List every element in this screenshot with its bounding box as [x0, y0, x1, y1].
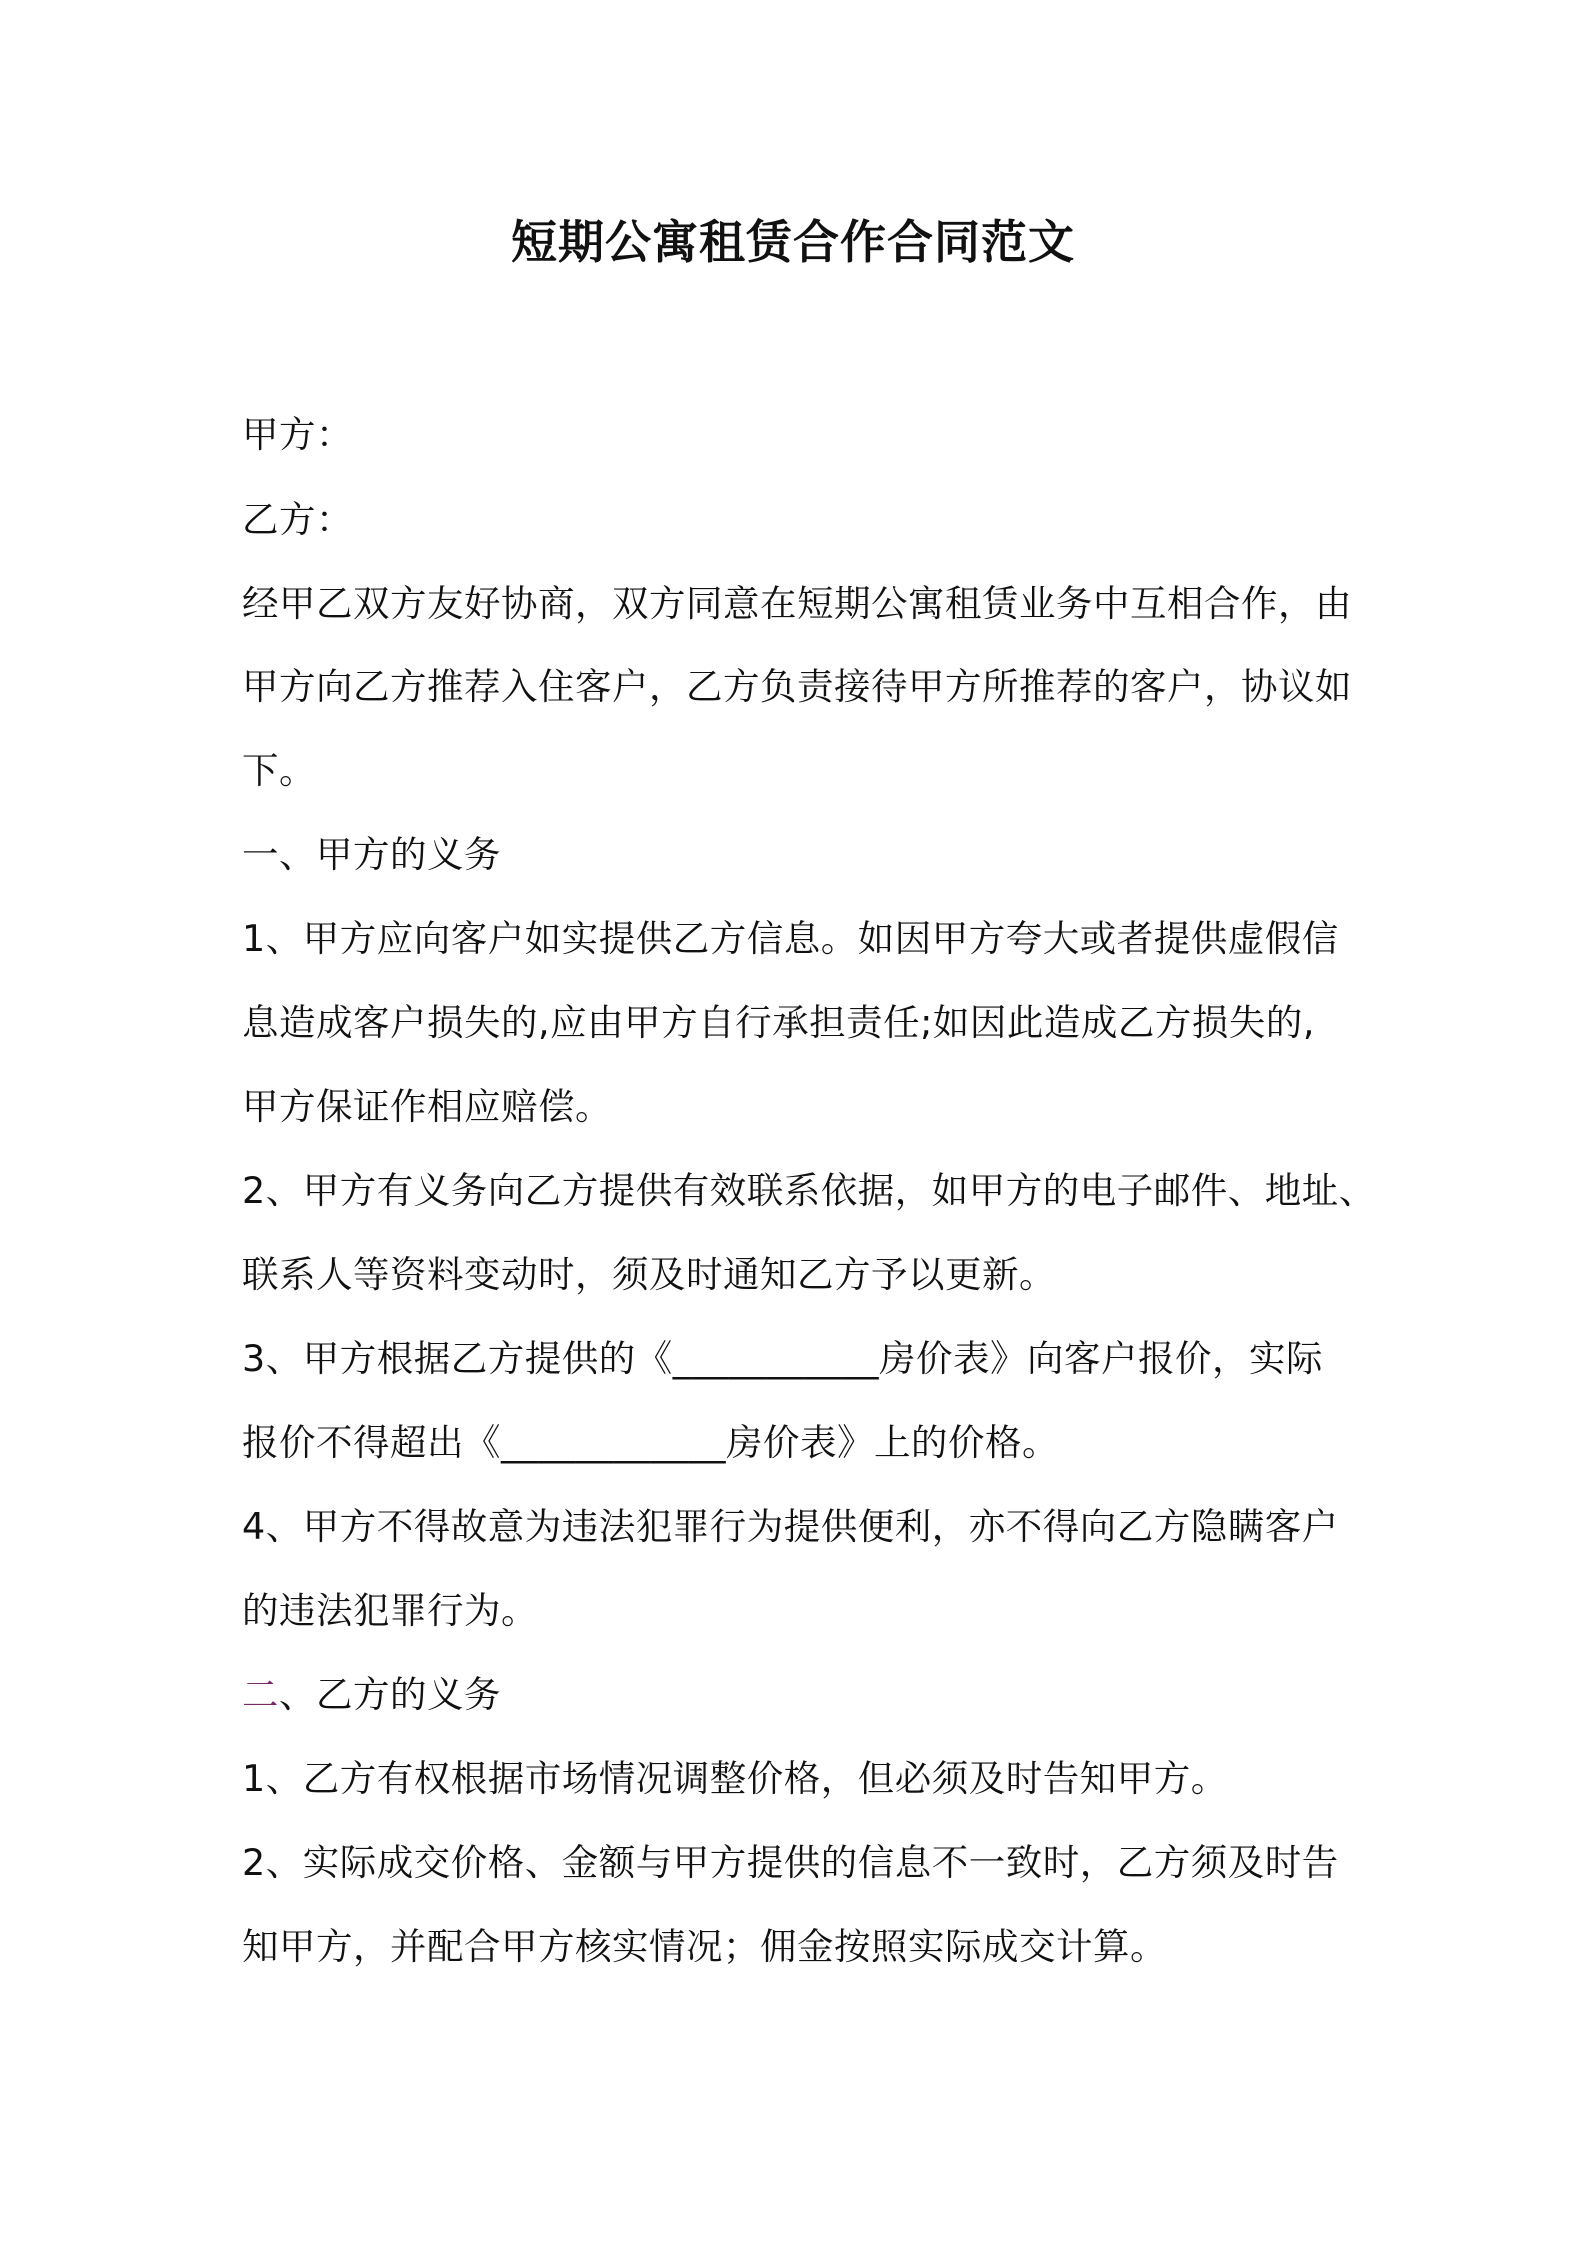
- party-a-label: 甲方：: [242, 413, 353, 456]
- document-title: 短期公寓租赁合作合同范文: [511, 215, 1075, 269]
- s1-item3-line-1: 3、甲方根据乙方提供的《___________房价表》向客户报价，实际: [242, 1337, 1323, 1380]
- party-b-label: 乙方：: [242, 498, 353, 541]
- s1-item1-line-3: 甲方保证作相应赔偿。: [242, 1085, 612, 1128]
- section-1-heading: 一、甲方的义务: [242, 833, 501, 876]
- s1-item4-line-1: 4、甲方不得故意为违法犯罪行为提供便利，亦不得向乙方隐瞒客户: [242, 1505, 1339, 1548]
- s2-item2-line-1: 2、实际成交价格、金额与甲方提供的信息不一致时，乙方须及时告: [242, 1841, 1339, 1884]
- s1-item3-line-2: 报价不得超出《____________房价表》上的价格。: [242, 1421, 1059, 1464]
- intro-line-3: 下。: [242, 749, 316, 792]
- intro-line-1: 经甲乙双方友好协商，双方同意在短期公寓租赁业务中互相合作，由: [242, 582, 1352, 625]
- s2-item1-line-1: 1、乙方有权根据市场情况调整价格，但必须及时告知甲方。: [242, 1757, 1228, 1800]
- section-2-heading-mark: 二: [242, 1673, 279, 1716]
- s2-item2-line-2: 知甲方，并配合甲方核实情况；佣金按照实际成交计算。: [242, 1925, 1167, 1968]
- section-2-heading: [242, 1670, 1382, 1720]
- s1-item1-line-2: 息造成客户损失的,应由甲方自行承担责任;如因此造成乙方损失的,: [242, 1001, 1316, 1044]
- s1-item2-line-2: 联系人等资料变动时，须及时通知乙方予以更新。: [242, 1253, 1056, 1296]
- s1-item1-line-1: 1、甲方应向客户如实提供乙方信息。如因甲方夸大或者提供虚假信: [242, 917, 1339, 960]
- intro-line-2: 甲方向乙方推荐入住客户，乙方负责接待甲方所推荐的客户，协议如: [242, 665, 1352, 708]
- section-2-heading-text: 、乙方的义务: [279, 1673, 501, 1716]
- s1-item2-line-1: 2、甲方有义务向乙方提供有效联系依据，如甲方的电子邮件、地址、: [242, 1169, 1376, 1212]
- s1-item4-line-2: 的违法犯罪行为。: [242, 1589, 538, 1632]
